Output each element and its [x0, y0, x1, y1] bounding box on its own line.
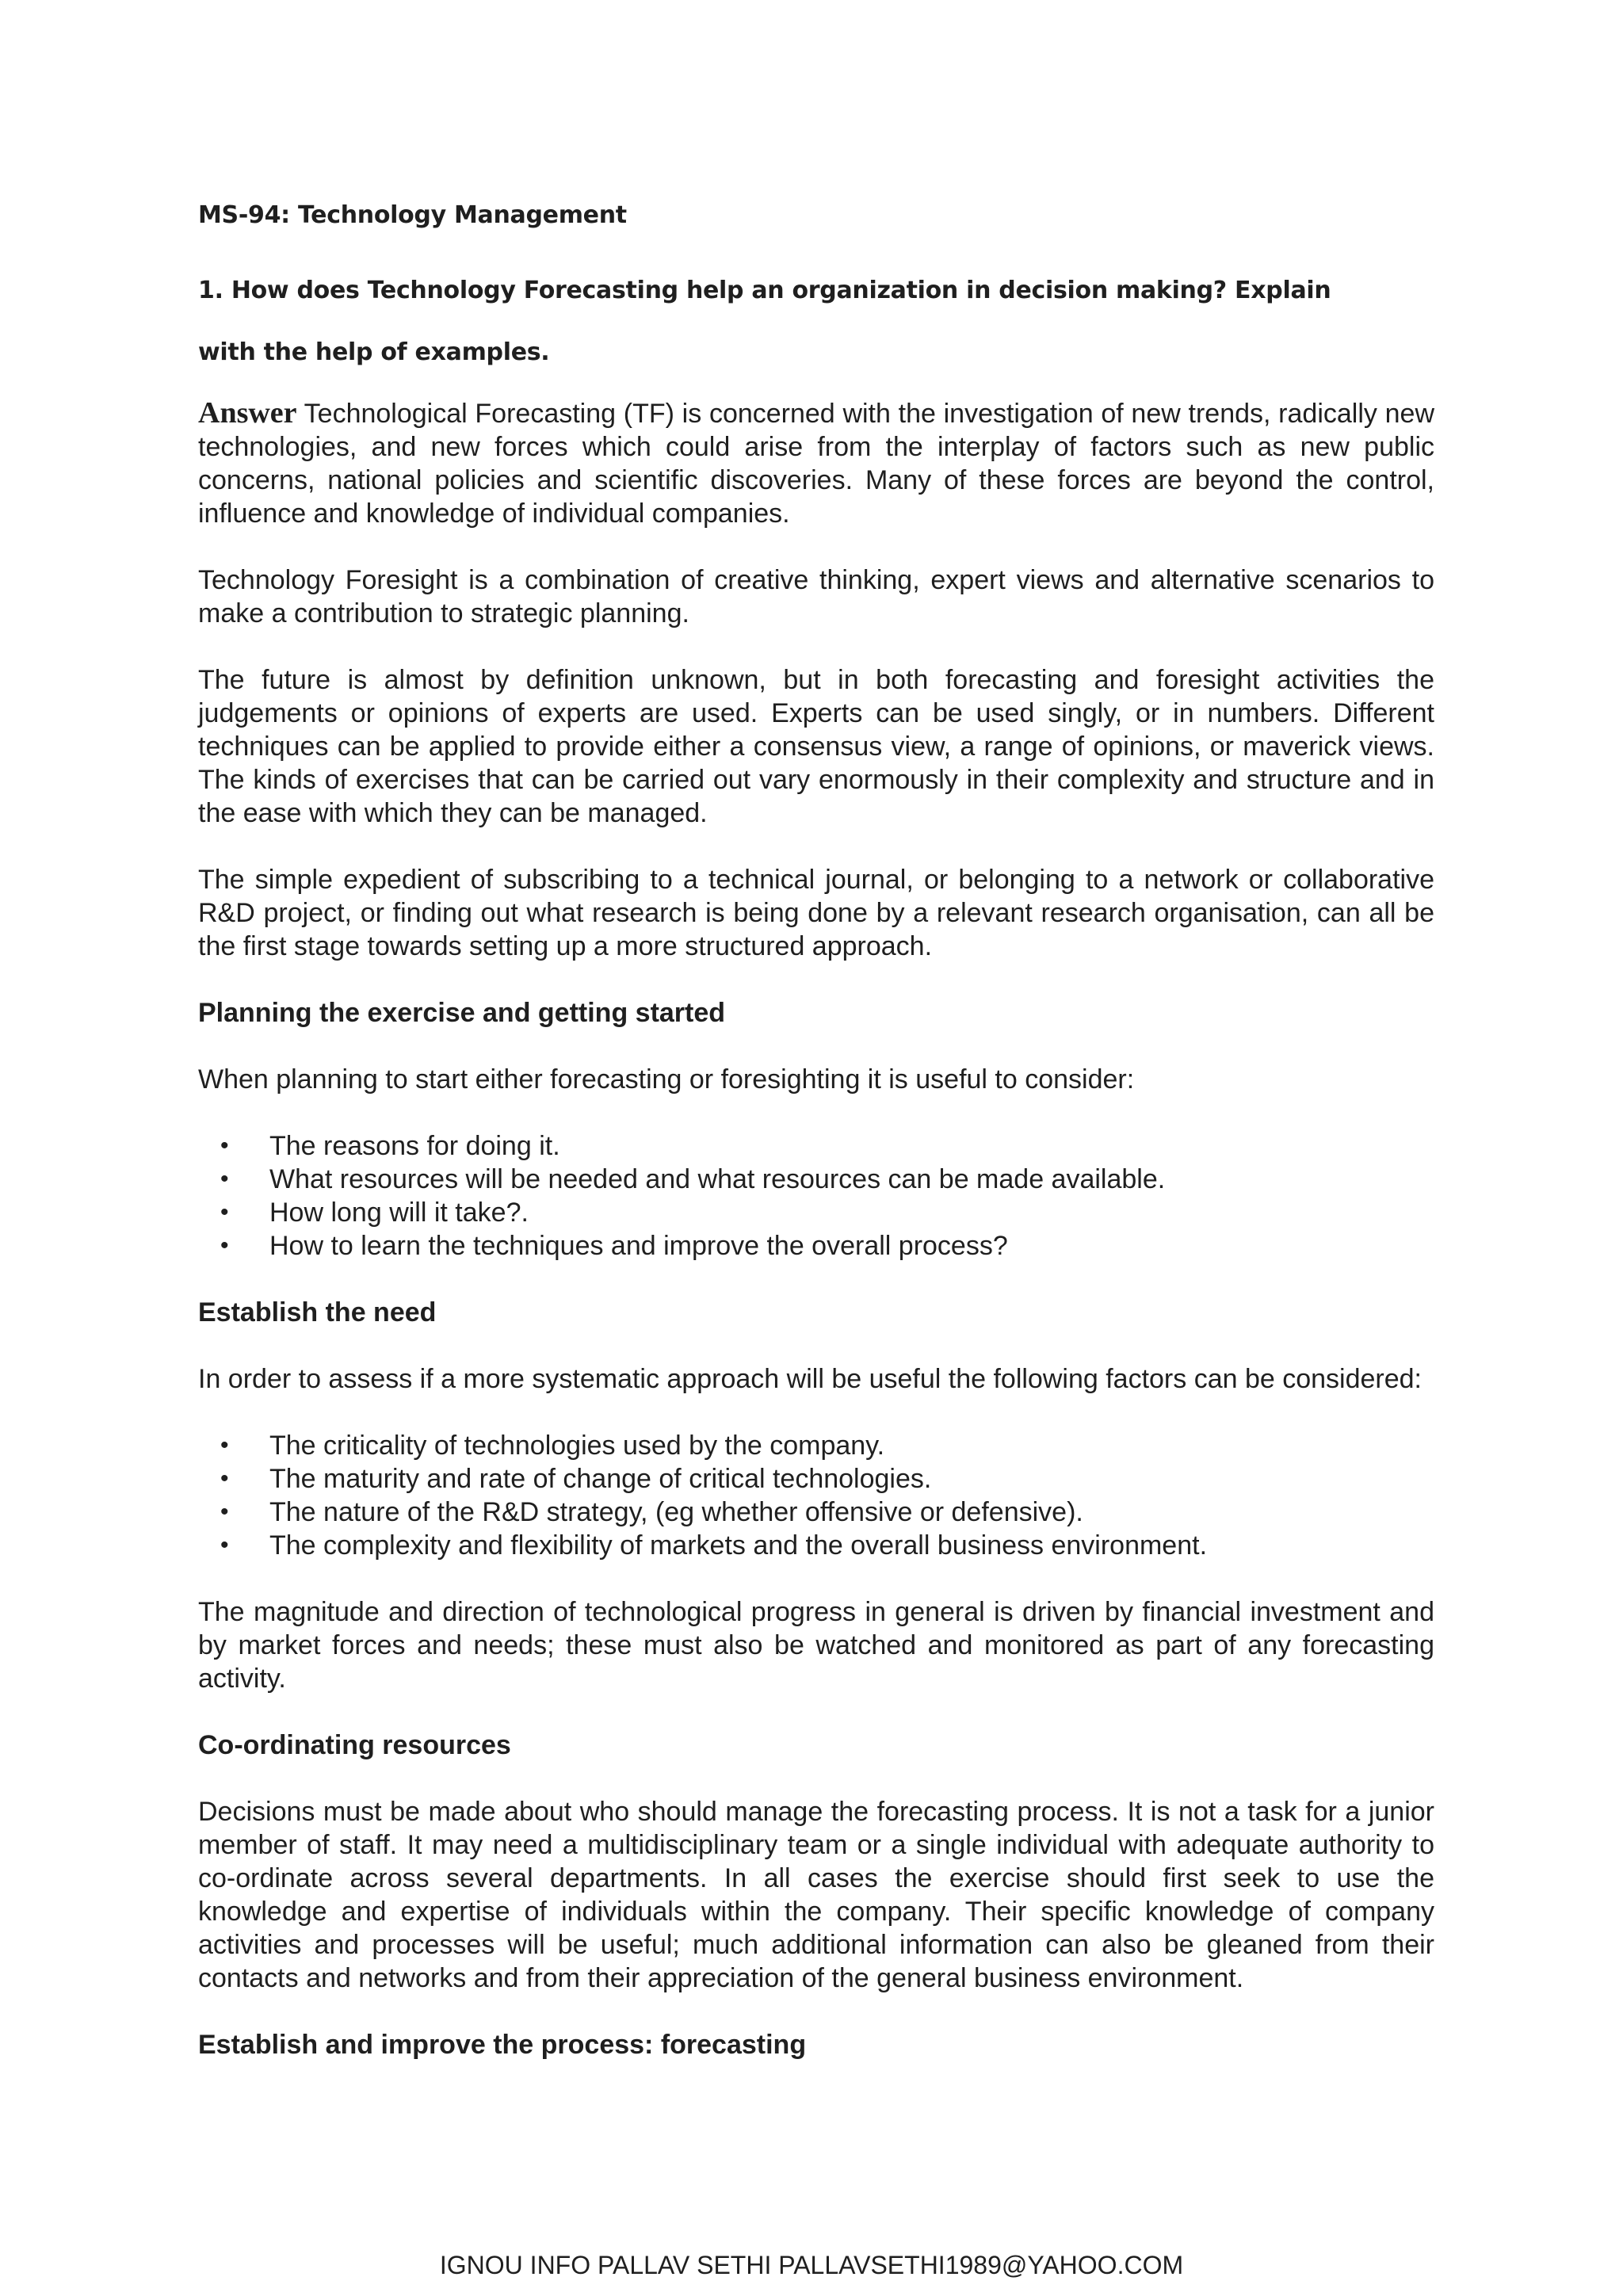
bullet-icon: • — [220, 1499, 229, 1525]
planning-bullet-list — [198, 1129, 1434, 1263]
list-item — [198, 1229, 1434, 1263]
answer-text: Technological Forecasting (TF) is concerned with the investigation of new trends, radically new technologies, and new forces which could arise from the interplay of factors such as new public concerns, national policies and scientific discoveries. Many of these forces are beyond the control, influence and knowledge of individual companies. — [198, 399, 1434, 529]
list-item — [198, 1129, 1434, 1163]
bullet-icon: • — [220, 1232, 229, 1259]
answer-body — [198, 396, 1434, 2095]
future-paragraph: The future is almost by definition unknown, but in both forecasting and foresight activities the judgements or opinions of experts are used. Experts can be used singly, or in numbers. Different techniques can be applied to provide either a consensus view, a range of opinions, or maverick views. The kinds of exercises that can be carried out vary enormously in their complexity and structure and in the ease with which they can be managed. — [198, 665, 1434, 828]
bullet-icon: • — [220, 1432, 229, 1458]
expedient-paragraph: The simple expedient of subscribing to a technical journal, or belonging to a network or collaborative R&D project, or finding out what research is being done by a relevant research organisation, can all be the first stage towards setting up a more structured approach. — [198, 865, 1434, 961]
bullet-icon: • — [220, 1133, 229, 1159]
list-item-text: The reasons for doing it. — [269, 1131, 560, 1161]
foresight-paragraph: Technology Foresight is a combination of creative thinking, expert views and alternative scenarios to make a contribution to strategic planning. — [198, 565, 1434, 628]
section-heading-process: Establish and improve the process: forecasting — [198, 2030, 807, 2060]
list-item-text: The nature of the R&D strategy, (eg whether offensive or defensive). — [269, 1497, 1083, 1527]
document-page — [198, 0, 1434, 2296]
question-line-2: with the help of examples. — [198, 338, 550, 366]
list-item — [198, 1496, 1434, 1529]
need-bullet-list — [198, 1429, 1434, 1562]
list-item — [198, 1196, 1434, 1229]
bullet-icon: • — [220, 1166, 229, 1192]
list-item — [198, 1163, 1434, 1196]
answer-paragraph — [198, 396, 1434, 530]
section-heading-coordinating: Co-ordinating resources — [198, 1730, 511, 1760]
section-heading-need: Establish the need — [198, 1297, 437, 1328]
coordinating-paragraph: Decisions must be made about who should manage the forecasting process. It is not a task for a junior member of staff. It may need a multidisciplinary team or a single individual with adequate authority to co-ordinate across several departments. In all cases the exercise should first seek to use the knowledge and expertise of individuals within the company. Their specific knowledge of company activities and processes will be useful; much additional information can also be gleaned from their contacts and networks and from their appreciation of the general business environment. — [198, 1797, 1434, 1993]
list-item-text: How long will it take?. — [269, 1198, 529, 1228]
need-outro: The magnitude and direction of technological progress in general is driven by financial investment and by market forces and needs; these must also be watched and monitored as part of any forecasting activity. — [198, 1597, 1434, 1694]
need-intro: In order to assess if a more systematic approach will be useful the following factors can be considered: — [198, 1364, 1422, 1394]
page-footer: IGNOU INFO PALLAV SETHI PALLAVSETHI1989@YAHOO.COM — [439, 2251, 1184, 2279]
list-item — [198, 1462, 1434, 1496]
list-item-text: The criticality of technologies used by the company. — [269, 1431, 885, 1461]
bullet-icon: • — [220, 1532, 229, 1558]
bullet-icon: • — [220, 1199, 229, 1225]
list-item-text: How to learn the techniques and improve the overall process? — [269, 1231, 1008, 1261]
bullet-icon: • — [220, 1465, 229, 1492]
question-line-1: 1. How does Technology Forecasting help an organization in decision making? Explain — [198, 277, 1331, 304]
list-item-text: The maturity and rate of change of critical technologies. — [269, 1464, 932, 1494]
course-title: MS-94: Technology Management — [198, 201, 627, 229]
list-item — [198, 1429, 1434, 1462]
planning-intro: When planning to start either forecasting or foresighting it is useful to consider: — [198, 1064, 1135, 1095]
list-item-text: The complexity and flexibility of markets and the overall business environment. — [269, 1530, 1208, 1561]
question-heading — [198, 260, 1434, 384]
section-heading-planning: Planning the exercise and getting started — [198, 998, 726, 1028]
list-item-text: What resources will be needed and what resources can be made available. — [269, 1164, 1166, 1194]
answer-label: Answer — [198, 396, 297, 430]
list-item — [198, 1529, 1434, 1562]
